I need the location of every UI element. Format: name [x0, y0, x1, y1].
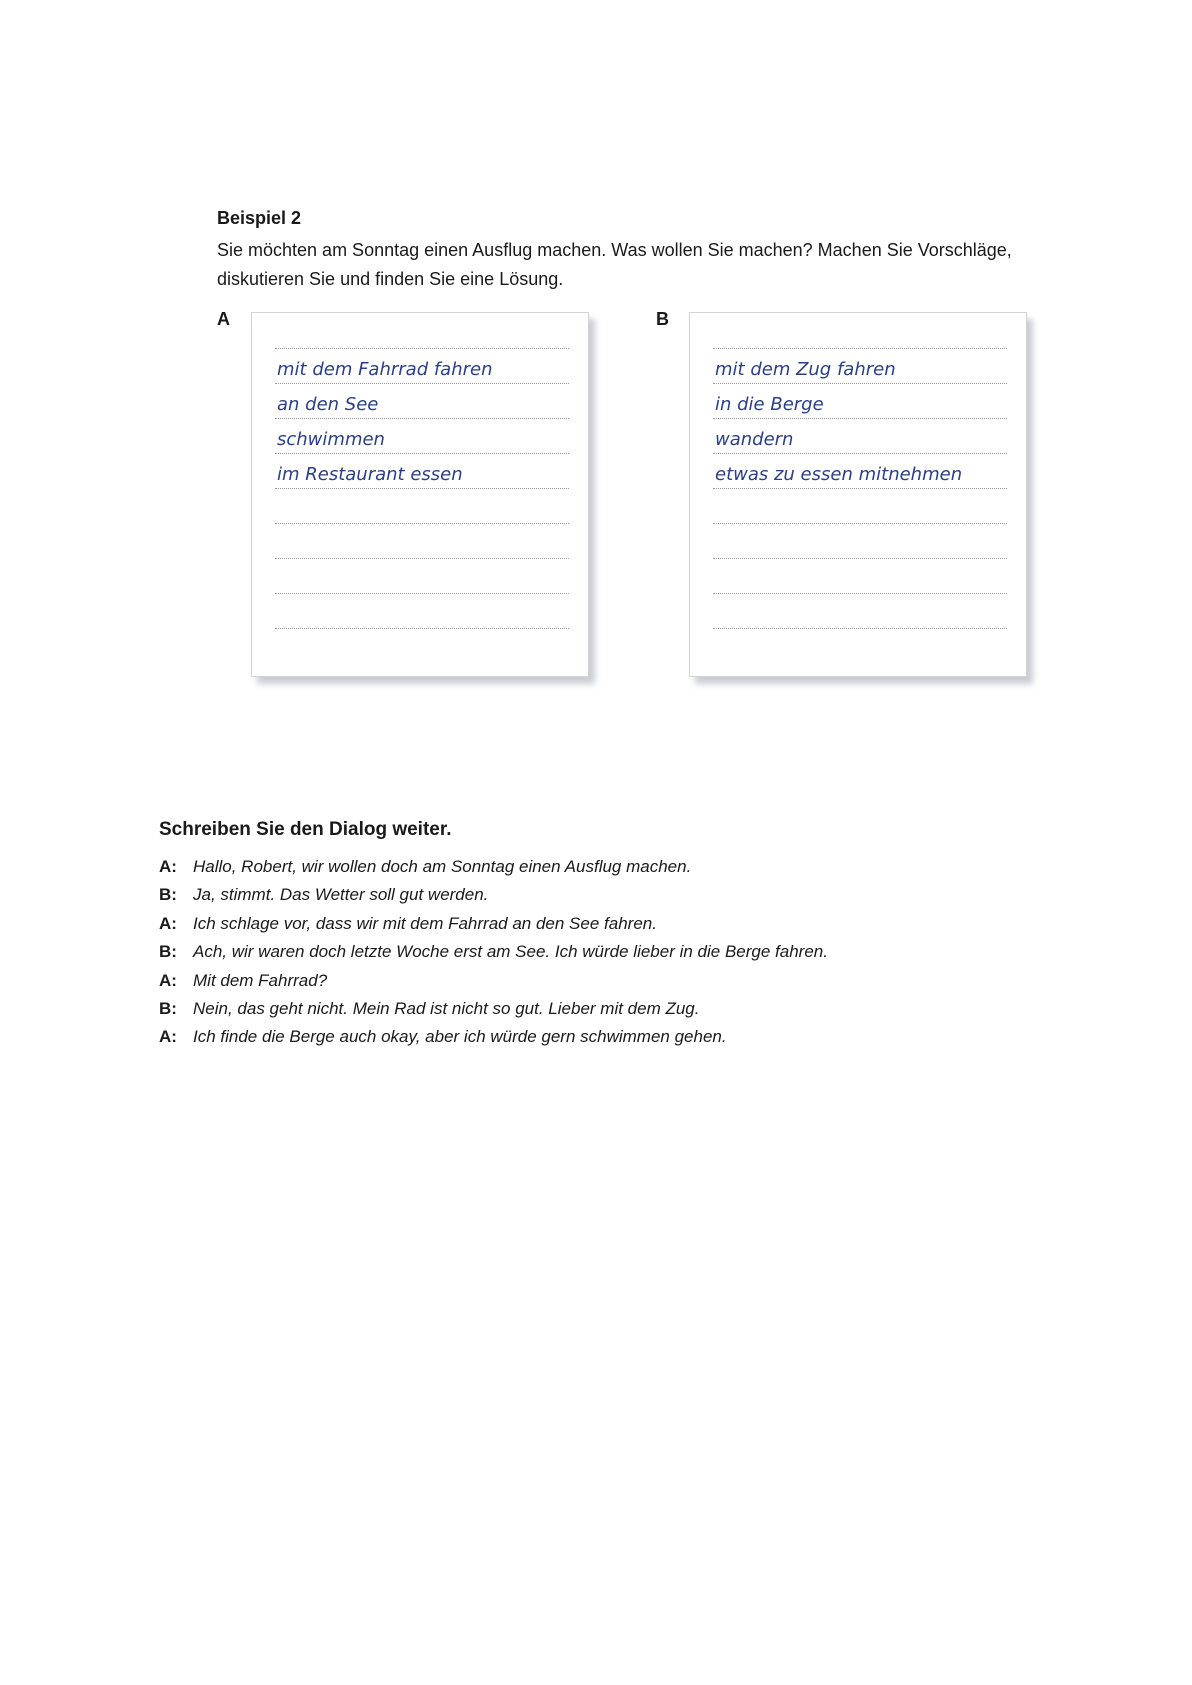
note-line — [713, 558, 1007, 594]
dialog-utterance: Ich finde die Berge auch okay, aber ich würde gern schwimmen gehen. — [193, 1027, 727, 1047]
note-text: an den See — [277, 394, 379, 415]
dialog-list — [159, 857, 1059, 1056]
note-line — [713, 593, 1007, 629]
dialog-speaker: B: — [159, 942, 177, 962]
note-line — [275, 383, 569, 419]
dialog-line — [159, 885, 1059, 913]
card-b-label: B — [656, 309, 669, 329]
dialog-utterance: Nein, das geht nicht. Mein Rad ist nicht so gut. Lieber mit dem Zug. — [193, 998, 700, 1018]
dialog-speaker: A: — [159, 1027, 177, 1047]
note-line — [713, 523, 1007, 559]
note-line — [275, 558, 569, 594]
card-a-label: A — [217, 309, 230, 329]
note-line — [275, 453, 569, 489]
dialog-utterance: Ja, stimmt. Das Wetter soll gut werden. — [193, 885, 489, 905]
dialog-utterance: Ach, wir waren doch letzte Woche erst am See. Ich würde lieber in die Berge fahren. — [193, 942, 828, 962]
exercise-title: Beispiel 2 — [217, 208, 302, 228]
dialog-utterance: Hallo, Robert, wir wollen doch am Sonntag einen Ausflug machen. — [193, 857, 692, 876]
dialog-speaker: A: — [159, 970, 177, 990]
note-text: wandern — [715, 429, 794, 450]
dialog-line — [159, 857, 1059, 885]
exercise-instruction: Sie möchten am Sonntag einen Ausflug machen. Was wollen Sie machen? Machen Sie Vorschläge, diskutieren Sie und finden Sie eine Lösung. — [217, 240, 1012, 289]
note-line — [713, 313, 1007, 349]
dialog-line — [159, 914, 1059, 942]
dialog-line — [159, 999, 1059, 1027]
dialog-utterance: Ich schlage vor, dass wir mit dem Fahrrad an den See fahren. — [193, 913, 657, 933]
note-line — [275, 348, 569, 384]
dialog-line — [159, 1027, 1059, 1055]
note-line — [275, 593, 569, 629]
dialog-speaker: B: — [159, 998, 177, 1018]
note-text: in die Berge — [715, 394, 824, 415]
dialog-speaker: A: — [159, 913, 177, 933]
note-line — [275, 523, 569, 559]
note-card-b — [689, 312, 1027, 677]
dialog-line — [159, 971, 1059, 999]
note-line — [713, 488, 1007, 524]
note-text: schwimmen — [277, 429, 385, 450]
note-line — [713, 383, 1007, 419]
note-line — [713, 453, 1007, 489]
note-line — [713, 348, 1007, 384]
note-text: mit dem Fahrrad fahren — [277, 359, 493, 380]
note-line — [275, 313, 569, 349]
note-text: mit dem Zug fahren — [715, 359, 896, 380]
note-line — [275, 418, 569, 454]
note-card-a — [251, 312, 589, 677]
note-text: etwas zu essen mitnehmen — [715, 464, 963, 485]
note-line — [713, 418, 1007, 454]
note-text: im Restaurant essen — [277, 464, 463, 485]
dialog-speaker: A: — [159, 857, 177, 876]
dialog-title: Schreiben Sie den Dialog weiter. — [159, 819, 452, 840]
dialog-speaker: B: — [159, 885, 177, 905]
dialog-utterance: Mit dem Fahrrad? — [193, 970, 328, 990]
note-line — [275, 488, 569, 524]
dialog-line — [159, 942, 1059, 970]
